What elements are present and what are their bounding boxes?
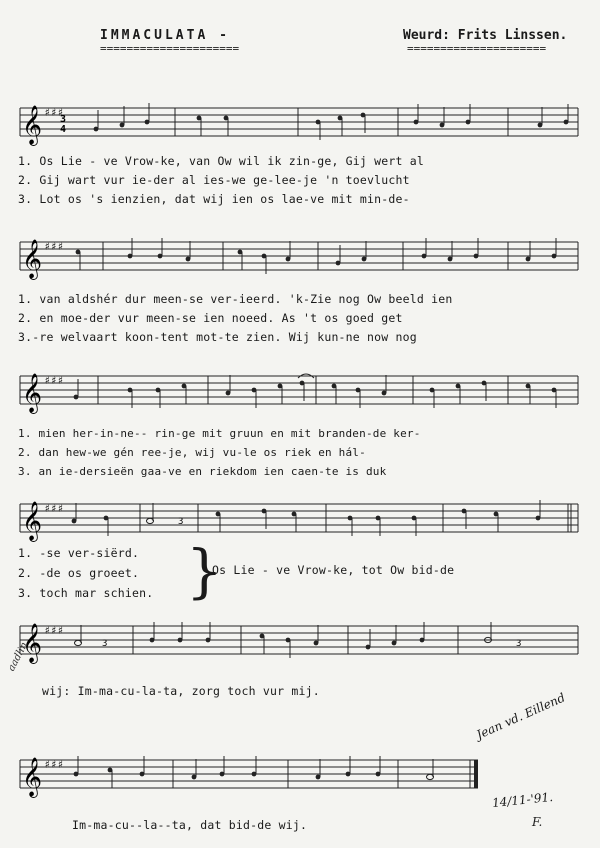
lyric-line: 1. van aldshér dur meen-se ver-ieerd. 'k-Zie nog Ow beeld ien xyxy=(18,292,453,306)
svg-text:3: 3 xyxy=(102,639,108,649)
author-underline: ===================== xyxy=(407,42,547,55)
song-title: IMMACULATA - xyxy=(100,28,230,43)
title-underline: ===================== xyxy=(100,42,240,55)
lyric-line: 2. Gij wart vur ie-der al ies-we ge-lee-je 'n toevlucht xyxy=(18,173,410,187)
lyric-line: Im-ma-cu--la--ta, dat bid-de wij. xyxy=(72,818,308,832)
svg-text:♯♯♯: ♯♯♯ xyxy=(44,240,64,253)
svg-text:♯♯♯: ♯♯♯ xyxy=(44,374,64,387)
handwritten-date: 14/11-'91. xyxy=(491,789,554,811)
lyric-line: 2. -de os groeet. xyxy=(18,566,140,580)
music-staff-6 xyxy=(18,750,583,800)
verse-brace: } xyxy=(186,537,223,605)
lyric-line: 3. an ie-dersieën gaa-ve en riekdom ien caen-te is duk xyxy=(18,465,387,478)
lyric-line: 1. mien her-in-ne-- rin-ge mit gruun en mit branden-de ker- xyxy=(18,427,421,440)
lyric-line: 2. en moe-der vur meen-se ien noeed. As 't os goed get xyxy=(18,311,403,325)
music-staff-3 xyxy=(18,366,583,416)
svg-text:3: 3 xyxy=(178,517,184,527)
svg-text:3: 3 xyxy=(60,114,67,125)
lyric-line: 2. dan hew-we gén ree-je, wij vu-le os riek en hál- xyxy=(18,446,366,459)
svg-text:𝄞: 𝄞 xyxy=(22,757,43,797)
music-staff-4 xyxy=(18,494,583,544)
music-staff-2 xyxy=(18,232,583,282)
music-staff-5 xyxy=(18,616,583,666)
svg-text:𝄞: 𝄞 xyxy=(22,373,43,413)
svg-text:♯♯♯: ♯♯♯ xyxy=(44,502,64,515)
lyric-line: 3. toch mar schien. xyxy=(18,586,154,600)
svg-text:♯♯♯: ♯♯♯ xyxy=(44,624,64,637)
lyric-line: 3. Lot os 's ienzien, dat wij ien os lae-ve mit min-de- xyxy=(18,192,410,206)
lyric-line: wij: Im-ma-cu-la-ta, zorg toch vur mij. xyxy=(42,684,320,698)
lyric-line: 1. -se ver-siërd. xyxy=(18,546,140,560)
handwritten-initial: F. xyxy=(532,815,543,829)
svg-text:3: 3 xyxy=(516,639,522,649)
lyric-line: 3.-re welvaart koon-tent mot-te zien. Wij kun-ne now nog xyxy=(18,330,417,344)
lyricist-credit: Weurd: Frits Linssen. xyxy=(403,28,568,43)
svg-text:♯♯♯: ♯♯♯ xyxy=(44,758,64,771)
svg-text:𝄞: 𝄞 xyxy=(22,501,43,541)
music-staff-1 xyxy=(18,98,583,148)
svg-text:4: 4 xyxy=(60,124,67,135)
svg-text:𝄞: 𝄞 xyxy=(22,239,43,279)
svg-text:𝄞: 𝄞 xyxy=(22,105,43,145)
svg-text:♯♯♯: ♯♯♯ xyxy=(44,106,64,119)
svg-text:𝄞: 𝄞 xyxy=(22,623,43,663)
handwritten-signature: Jean vd. Eillend xyxy=(474,690,568,742)
refrain-line: Os Lie - ve Vrow-ke, tot Ow bid-de xyxy=(212,563,455,577)
handwritten-margin-note: aadlin xyxy=(6,640,31,674)
lyric-line: 1. Os Lie - ve Vrow-ke, van Ow wil ik zin-ge, Gij wert al xyxy=(18,154,425,168)
